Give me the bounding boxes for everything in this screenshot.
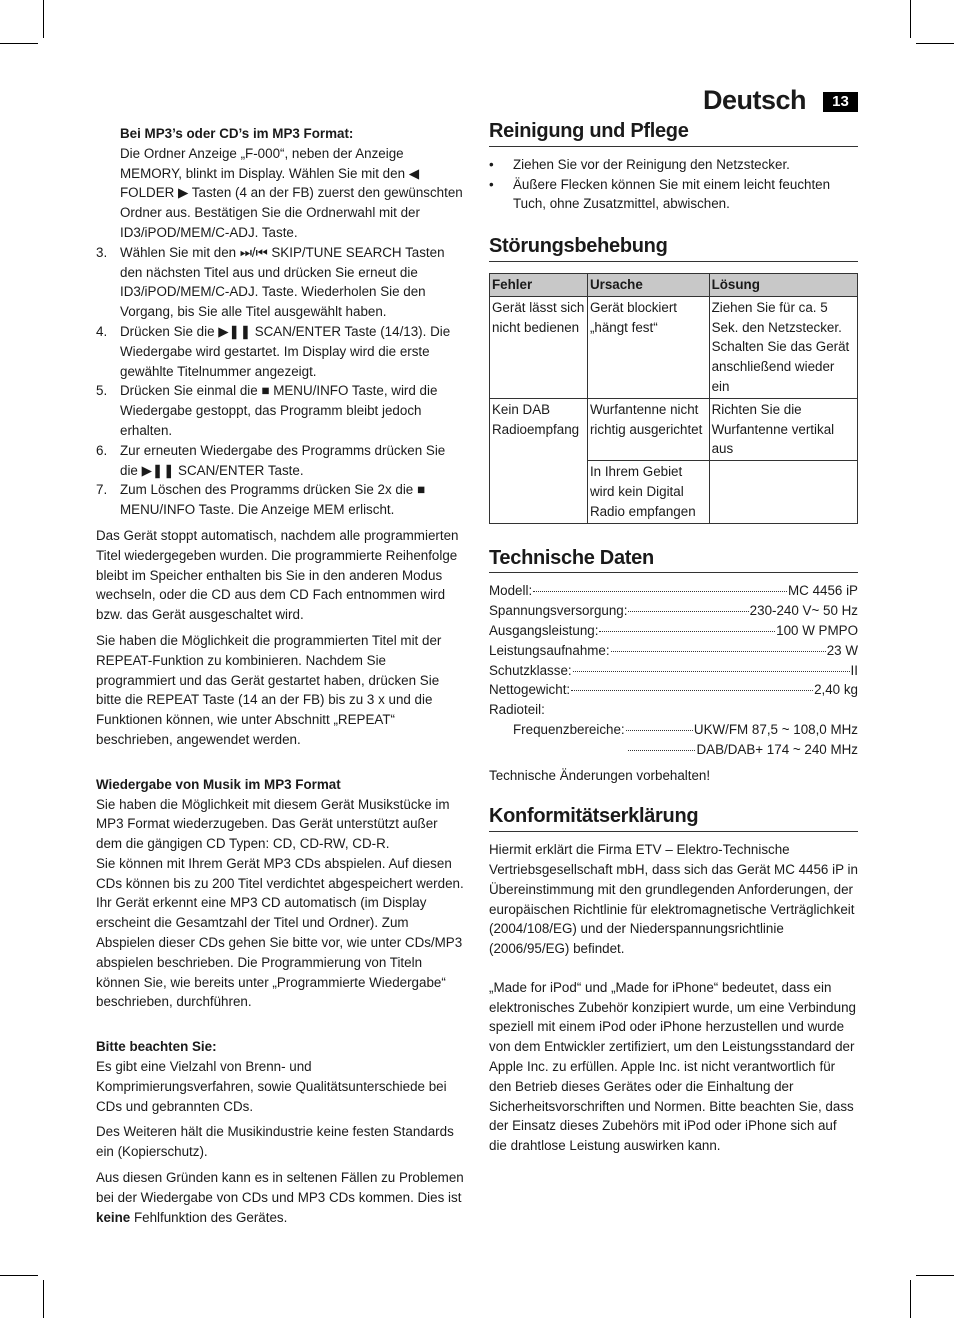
radio-label: Radioteil:: [489, 702, 545, 718]
spec-row: Spannungsversorgung: 230-240 V~ 50 Hz: [489, 603, 858, 619]
spec-list: [489, 581, 858, 785]
troubleshooting-table: [489, 273, 858, 524]
bullet-list: [489, 155, 858, 214]
step-list: [96, 243, 464, 520]
list-item: • Ziehen Sie vor der Reinigung den Netzstecker.: [489, 155, 858, 175]
paragraph: Sie können mit Ihrem Gerät MP3 CDs abspielen. Auf diesen CDs können bis zu 200 Titel verdichtet abgespeichert werden. Ihr Gerät erkennt eine MP3 CD automatisch (im Display erscheint die Gesamtzahl der Titel und Ordner). Zum Abspielen dieser CDs gehen Sie bitte vor, wie unter CDs/MP3 abspielen beschrieben. Die Programmierung von Titeln können Sie, wie bereits unter „Programmierte Wiedergabe“ beschrieben, durchführen.: [96, 855, 464, 1010]
crop-mark: [916, 1275, 954, 1276]
spec-row: Ausgangsleistung: 100 W PMPO: [489, 622, 858, 638]
spec-row: Nettogewicht: 2,40 kg: [489, 682, 858, 698]
section-title: Konformitätserklärung: [489, 805, 858, 832]
table-row: [490, 398, 858, 460]
right-column: [489, 120, 858, 1162]
paragraph: Sie haben die Möglichkeit die programmierten Titel mit der REPEAT-Funktion zu kombinieren. Nachdem Sie programmiert und das Gerät gestartet haben, drücken Sie bitte die REPEAT Taste (14 an der FB) bis zu 3 x und die Funktionen können, wie unter Abschnitt „REPEAT“ beschrieben, angewendet werden.: [96, 632, 442, 747]
section-title: Technische Daten: [489, 547, 858, 574]
table-cell: Kein DAB Radioempfang: [490, 398, 588, 523]
list-item: 5. Drücken Sie einmal die ■ MENU/INFO Taste, wird die Wiedergabe gestoppt, das Programm bleibt jedoch erhalten.: [96, 383, 438, 438]
table-cell: Richten Sie die Wurfantenne vertikal aus: [709, 398, 857, 460]
crop-mark: [43, 1280, 44, 1318]
spec-row: Schutzklasse: II: [489, 662, 858, 678]
paragraph: Hiermit erklärt die Firma ETV – Elektro-Technische Vertriebsgesellschaft mbH, dass sich das Gerät MC 4456 iP in Übereinstimmung mit den grundlegenden Anforderungen, der europäischen Richtlinie für elektromagnetische Verträglichkeit (2004/108/EG) und der Niederspannungsrichtlinie (2006/95/EG) befindet.: [489, 842, 858, 957]
mp3-heading: Bei MP3’s oder CD’s im MP3 Format:: [120, 126, 354, 141]
crop-mark: [0, 1275, 38, 1276]
table-cell: In Ihrem Gebiet wird kein Digital Radio empfangen: [587, 461, 709, 523]
table-cell: Gerät lässt sich nicht bedienen: [490, 296, 588, 398]
column-header: Fehler: [490, 273, 588, 296]
paragraph: Es gibt eine Vielzahl von Brenn- und Komprimierungsverfahren, sowie Qualitätsunterschiede bei CDs und gebrannten CDs.: [96, 1059, 447, 1114]
crop-mark: [43, 0, 44, 38]
table-cell: Gerät blockiert „hängt fest“: [587, 296, 709, 398]
section-title: Reinigung und Pflege: [489, 120, 858, 147]
crop-mark: [910, 1280, 911, 1318]
section-heading: Wiedergabe von Musik im MP3 Format: [96, 776, 341, 792]
page-language-title: Deutsch: [702, 85, 806, 115]
crop-mark: [910, 0, 911, 38]
crop-mark: [0, 43, 38, 44]
paragraph: Technische Änderungen vorbehalten!: [489, 767, 711, 783]
list-item: • Äußere Flecken können Sie mit einem leicht feuchten Tuch, ohne Zusatzmittel, abwischen.: [489, 175, 858, 215]
paragraph: Das Gerät stoppt automatisch, nachdem alle programmierten Titel wiedergegeben wurden. Die programmierte Reihenfolge bleibt im Speicher enthalten bis Sie in den anderen Modus wechseln, oder die CD aus dem CD Fach entnommen wird bzw. das Gerät ausgeschaltet wird.: [96, 527, 459, 623]
crop-mark: [916, 43, 954, 44]
list-item: 3. Wählen Sie mit den ⏭/⏮ SKIP/TUNE SEARCH Tasten den nächsten Titel aus und drücken Sie erneut die ID3/iPOD/MEM/C-ADJ. Taste. Wiederholen Sie den Vorgang, bis Sie alle Titel ausgewählt haben.: [96, 244, 445, 320]
table-cell: Ziehen Sie für ca. 5 Sek. den Netzstecker. Schalten Sie das Gerät anschließend wieder ein: [709, 296, 857, 398]
paragraph: Des Weiteren hält die Musikindustrie keine festen Standards ein (Kopierschutz).: [96, 1124, 454, 1160]
list-item: 7. Zum Löschen des Programms drücken Sie 2x die ■ MENU/INFO Taste. Die Anzeige MEM erlischt.: [96, 482, 426, 518]
section-heading: Bitte beachten Sie:: [96, 1039, 217, 1055]
column-header: Lösung: [709, 273, 857, 296]
paragraph: „Made for iPod“ und „Made for iPhone“ bedeutet, dass ein elektronisches Zubehör konzipiert wurde, um eine Verbindung speziell mit einem iPod oder iPhone herzustellen und wurde von dem Entwickler zertifiziert, um den Leistungsstandard der Apple Inc. zu erfüllen. Apple Inc. ist nicht verantwortlich für den Betrieb dieses Gerätes oder die Einhaltung der Sicherheitsvorschriften und Normen. Bitte beachten Sie, dass der Einsatz dieses Zubehörs mit iPod oder iPhone sich auf die drahtlose Leistung auswirken kann.: [489, 979, 856, 1154]
paragraph: Aus diesen Gründen kann es in seltenen Fällen zu Problemen bei der Wiedergabe von CDs und MP3 CDs kommen. Dies ist keine Fehlfunktion des Gerätes.: [96, 1170, 464, 1225]
table-cell: [709, 461, 857, 523]
table-cell: Wurfantenne nicht richtig ausgerichtet: [587, 398, 709, 460]
left-column: [96, 124, 464, 1233]
spec-row: Modell: MC 4456 iP: [489, 583, 858, 599]
list-item: 4. Drücken Sie die ▶❚❚ SCAN/ENTER Taste (14/13). Die Wiedergabe wird gestartet. Im Display wird die erste gewählte Titelnummer angezeigt.: [96, 323, 451, 379]
spec-row: Leistungsaufnahme: 23 W: [489, 642, 858, 658]
spec-row: DAB/DAB+ 174 ~ 240 MHz: [489, 740, 858, 760]
table-row: [490, 296, 858, 398]
page-number: 13: [823, 92, 858, 112]
list-item: 6. Zur erneuten Wiedergabe des Programms drücken Sie die ▶❚❚ SCAN/ENTER Taste.: [96, 442, 446, 478]
section-title: Störungsbehebung: [489, 235, 858, 262]
column-header: Ursache: [587, 273, 709, 296]
paragraph: Sie haben die Möglichkeit mit diesem Gerät Musikstücke im MP3 Format wiederzugeben. Das Gerät unterstützt außer dem die gängigen CD Typen: CD, CD-RW, CD-R.: [96, 796, 450, 852]
table-header-row: [490, 273, 858, 296]
spec-row: Frequenzbereiche: UKW/FM 87,5 ~ 108,0 MHz: [513, 721, 858, 737]
mp3-text: Die Ordner Anzeige „F-000“, neben der Anzeige MEMORY, blinkt im Display. Wählen Sie mit den ◀ FOLDER ▶ Tasten (4 an der FB) zuerst den gewünschten Ordner aus. Bestätigen Sie die Ordnerwahl mit der ID3/iPOD/MEM/C-ADJ. Taste.: [120, 145, 463, 240]
